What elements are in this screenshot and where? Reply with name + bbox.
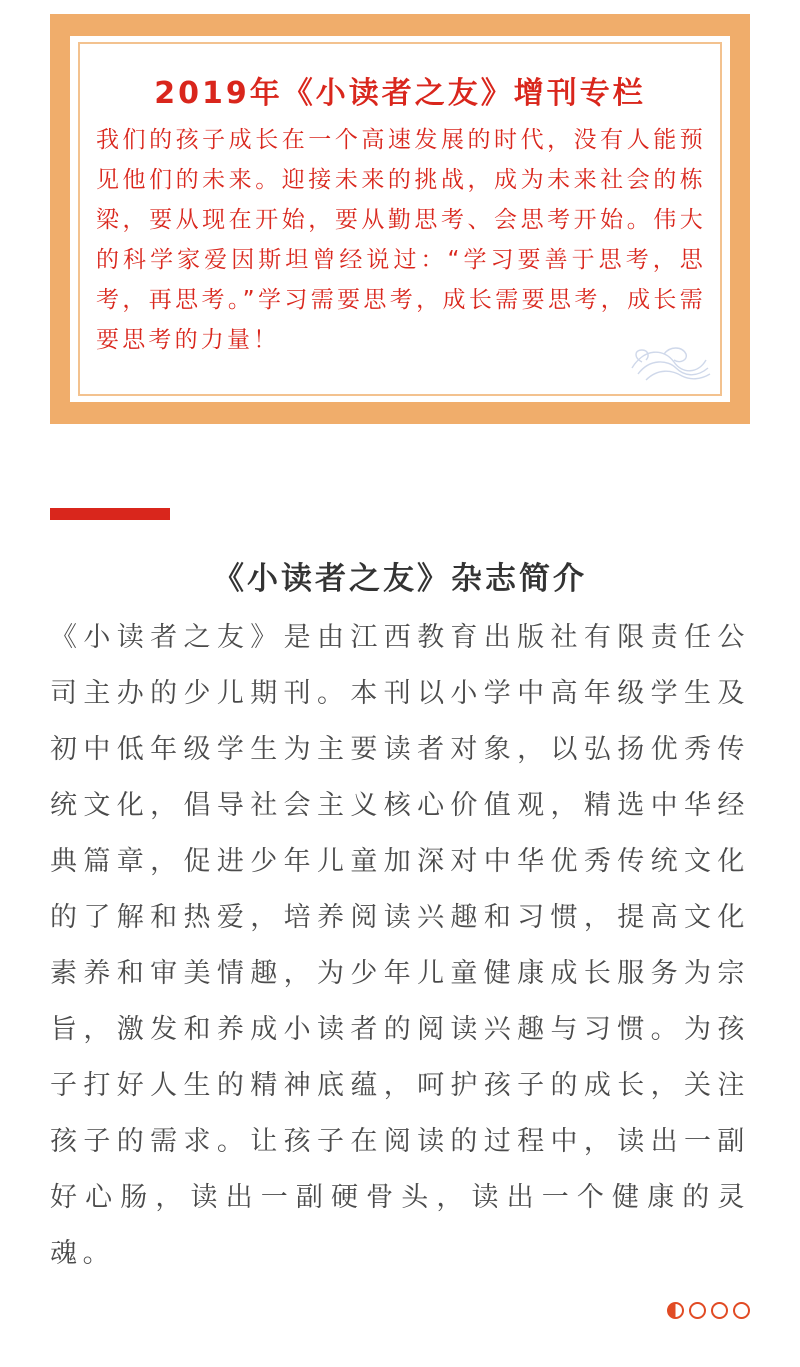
section-title: 《小读者之友》杂志简介 — [213, 561, 587, 597]
page-dot-2[interactable] — [689, 1302, 706, 1319]
promo-body: 我们的孩子成长在一个高速发展的时代，没有人能预见他们的未来。迎接未来的挑战，成为未来社会的栋梁，要从现在开始，要从勤思考、会思考开始。伟大的科学家爱因斯坦曾经说过：“学习要善于思考，思考，再思考。”学习需要思考，成长需要思考，成长需要思考的力量！ — [96, 127, 706, 353]
page-dot-3[interactable] — [711, 1302, 728, 1319]
page-dot-4[interactable] — [733, 1302, 750, 1319]
page-dot-1[interactable] — [667, 1302, 684, 1319]
section-accent-bar — [50, 508, 170, 520]
flourish-ornament-icon — [624, 338, 714, 388]
promo-frame — [50, 14, 750, 424]
section-body: 《小读者之友》是由江西教育出版社有限责任公司主办的少儿期刊。本刊以小学中高年级学生及初中低年级学生为主要读者对象，以弘扬优秀传统文化，倡导社会主义核心价值观，精选中华经典篇章，促进少年儿童加深对中华优秀传统文化的了解和热爱，培养阅读兴趣和习惯，提高文化素养和审美情趣，为少年儿童健康成长服务为宗旨，激发和养成小读者的阅读兴趣与习惯。为孩子打好人生的精神底蕴，呵护孩子的成长，关注孩子的需求。让孩子在阅读的过程中，读出一副好心肠，读出一副硬骨头，读出一个健康的灵魂。 — [50, 622, 750, 1269]
promo-card — [70, 36, 730, 402]
promo-title: 2019年《小读者之友》增刊专栏 — [154, 76, 646, 111]
pagination-dots — [667, 1302, 750, 1320]
